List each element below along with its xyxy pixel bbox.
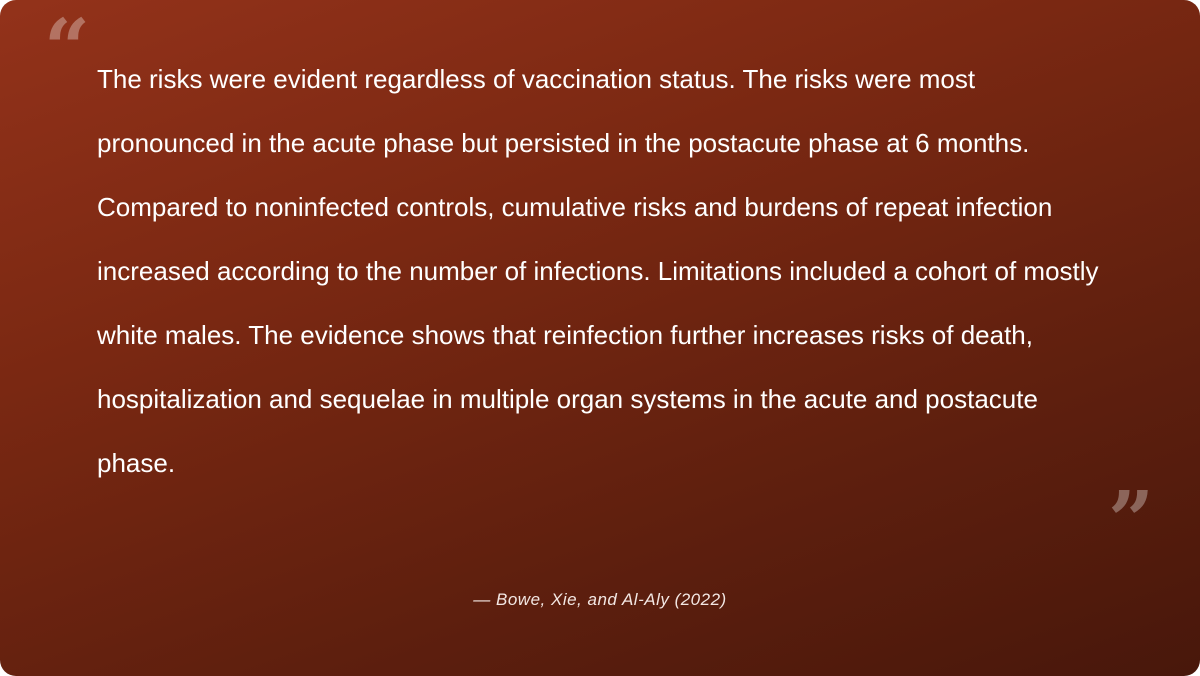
quote-attribution: — Bowe, Xie, and Al-Aly (2022) bbox=[473, 590, 727, 609]
open-quote-icon: “ bbox=[44, 1, 91, 95]
close-quote-icon: ” bbox=[1107, 473, 1154, 567]
quote-text: The risks were evident regardless of vaccination status. The risks were most pronounced in the acute phase but persisted in the postacute phase at 6 months. Compared to noninfected controls, cumulative risks and burdens of repeat infection increased according to the number of infections. Limitations included a cohort of mostly white males. The evidence shows that reinfection further increases risks of death, hospitalization and sequelae in multiple organ systems in the acute and postacute phase. bbox=[97, 64, 1099, 478]
